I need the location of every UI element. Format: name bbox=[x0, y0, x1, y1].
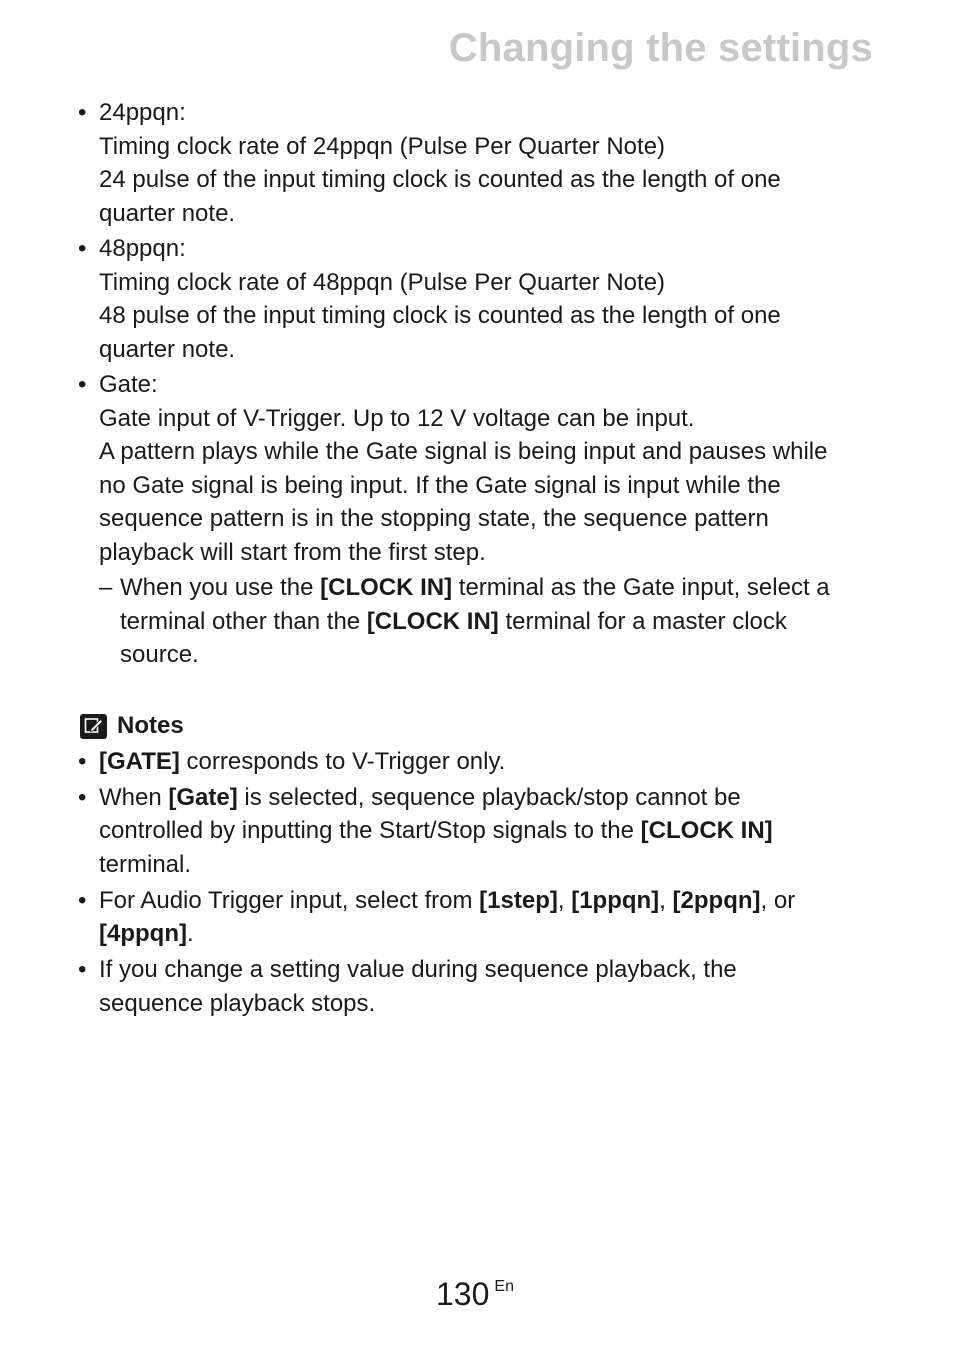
bold-term: [CLOCK IN] bbox=[640, 817, 773, 844]
bold-term: [GATE] bbox=[99, 747, 180, 775]
item-text: quarter note. bbox=[99, 199, 236, 227]
text-run: . bbox=[186, 920, 194, 947]
note-item bbox=[78, 953, 878, 1020]
text-run: When bbox=[99, 783, 169, 811]
note-item bbox=[78, 884, 878, 951]
main-content bbox=[78, 96, 878, 1023]
item-text: Gate input of V-Trigger. Up to 12 V voltage can be input. bbox=[99, 404, 695, 432]
text-run: is selected, sequence playback/stop cannot be bbox=[237, 783, 741, 811]
item-text: Timing clock rate of 48ppqn (Pulse Per Quarter Note) bbox=[99, 268, 666, 296]
item-heading: • 48ppqn: bbox=[99, 235, 186, 262]
list-item-gate bbox=[78, 368, 878, 672]
note-line bbox=[99, 745, 878, 779]
bold-term: [1ppqn] bbox=[571, 886, 660, 914]
note-line: terminal. bbox=[99, 850, 192, 878]
item-text: playback will start from the first step. bbox=[99, 538, 486, 566]
sub-item-clock-in bbox=[99, 571, 878, 672]
bold-term: [2ppqn] bbox=[672, 886, 761, 914]
note-line: sequence playback stops. bbox=[99, 989, 376, 1017]
pencil-icon bbox=[80, 714, 107, 739]
list-item-48ppqn bbox=[78, 232, 878, 366]
text-run: , bbox=[557, 886, 572, 914]
bold-term: [CLOCK IN] bbox=[320, 574, 453, 601]
bold-term: [4ppqn] bbox=[99, 920, 187, 947]
bold-term: [CLOCK IN] bbox=[366, 607, 499, 635]
page-number: 130 bbox=[436, 1276, 490, 1312]
text-run: , or bbox=[760, 886, 796, 914]
item-text: no Gate signal is being input. If the Gate signal is input while the bbox=[99, 471, 781, 499]
text-run: When you use the bbox=[120, 574, 321, 601]
dash-marker: – bbox=[99, 574, 113, 601]
note-line bbox=[99, 884, 878, 918]
note-line bbox=[99, 781, 878, 815]
note-line: • If you change a setting value during sequence playback, the bbox=[99, 956, 737, 983]
text-run: controlled by inputting the Start/Stop signals to the bbox=[99, 817, 641, 844]
note-line bbox=[99, 917, 878, 951]
notes-header bbox=[78, 710, 878, 743]
notes-list bbox=[78, 745, 878, 1021]
sub-item-line: source. bbox=[120, 641, 199, 668]
bold-term: [1step] bbox=[479, 886, 558, 914]
page-title: Changing the settings bbox=[448, 26, 873, 70]
text-run: For Audio Trigger input, select from bbox=[99, 886, 480, 914]
item-heading: • Gate: bbox=[99, 371, 158, 398]
text-run: terminal for a master clock bbox=[498, 607, 787, 635]
text-run: , bbox=[659, 886, 673, 914]
note-item bbox=[78, 745, 878, 779]
item-text: 24 pulse of the input timing clock is counted as the length of one bbox=[99, 166, 781, 193]
item-text: Timing clock rate of 24ppqn (Pulse Per Quarter Note) bbox=[99, 132, 666, 160]
text-run: terminal other than the bbox=[120, 607, 367, 635]
text-run: corresponds to V-Trigger only. bbox=[179, 747, 506, 775]
item-text: quarter note. bbox=[99, 335, 236, 363]
sub-item-line bbox=[120, 571, 878, 605]
sub-item-line bbox=[120, 605, 878, 639]
language-label: En bbox=[494, 1278, 514, 1296]
item-heading: • 24ppqn: bbox=[99, 99, 186, 126]
note-line bbox=[99, 814, 878, 848]
note-item bbox=[78, 781, 878, 882]
bold-term: [Gate] bbox=[168, 783, 238, 811]
item-text: A pattern plays while the Gate signal is being input and pauses while bbox=[99, 438, 828, 465]
item-text: 48 pulse of the input timing clock is counted as the length of one bbox=[99, 302, 781, 329]
list-item-24ppqn bbox=[78, 96, 878, 230]
page-footer bbox=[436, 1276, 514, 1313]
text-run: terminal as the Gate input, select a bbox=[452, 574, 830, 601]
item-text: sequence pattern is in the stopping state, the sequence pattern bbox=[99, 505, 769, 532]
notes-title: Notes bbox=[117, 712, 184, 740]
